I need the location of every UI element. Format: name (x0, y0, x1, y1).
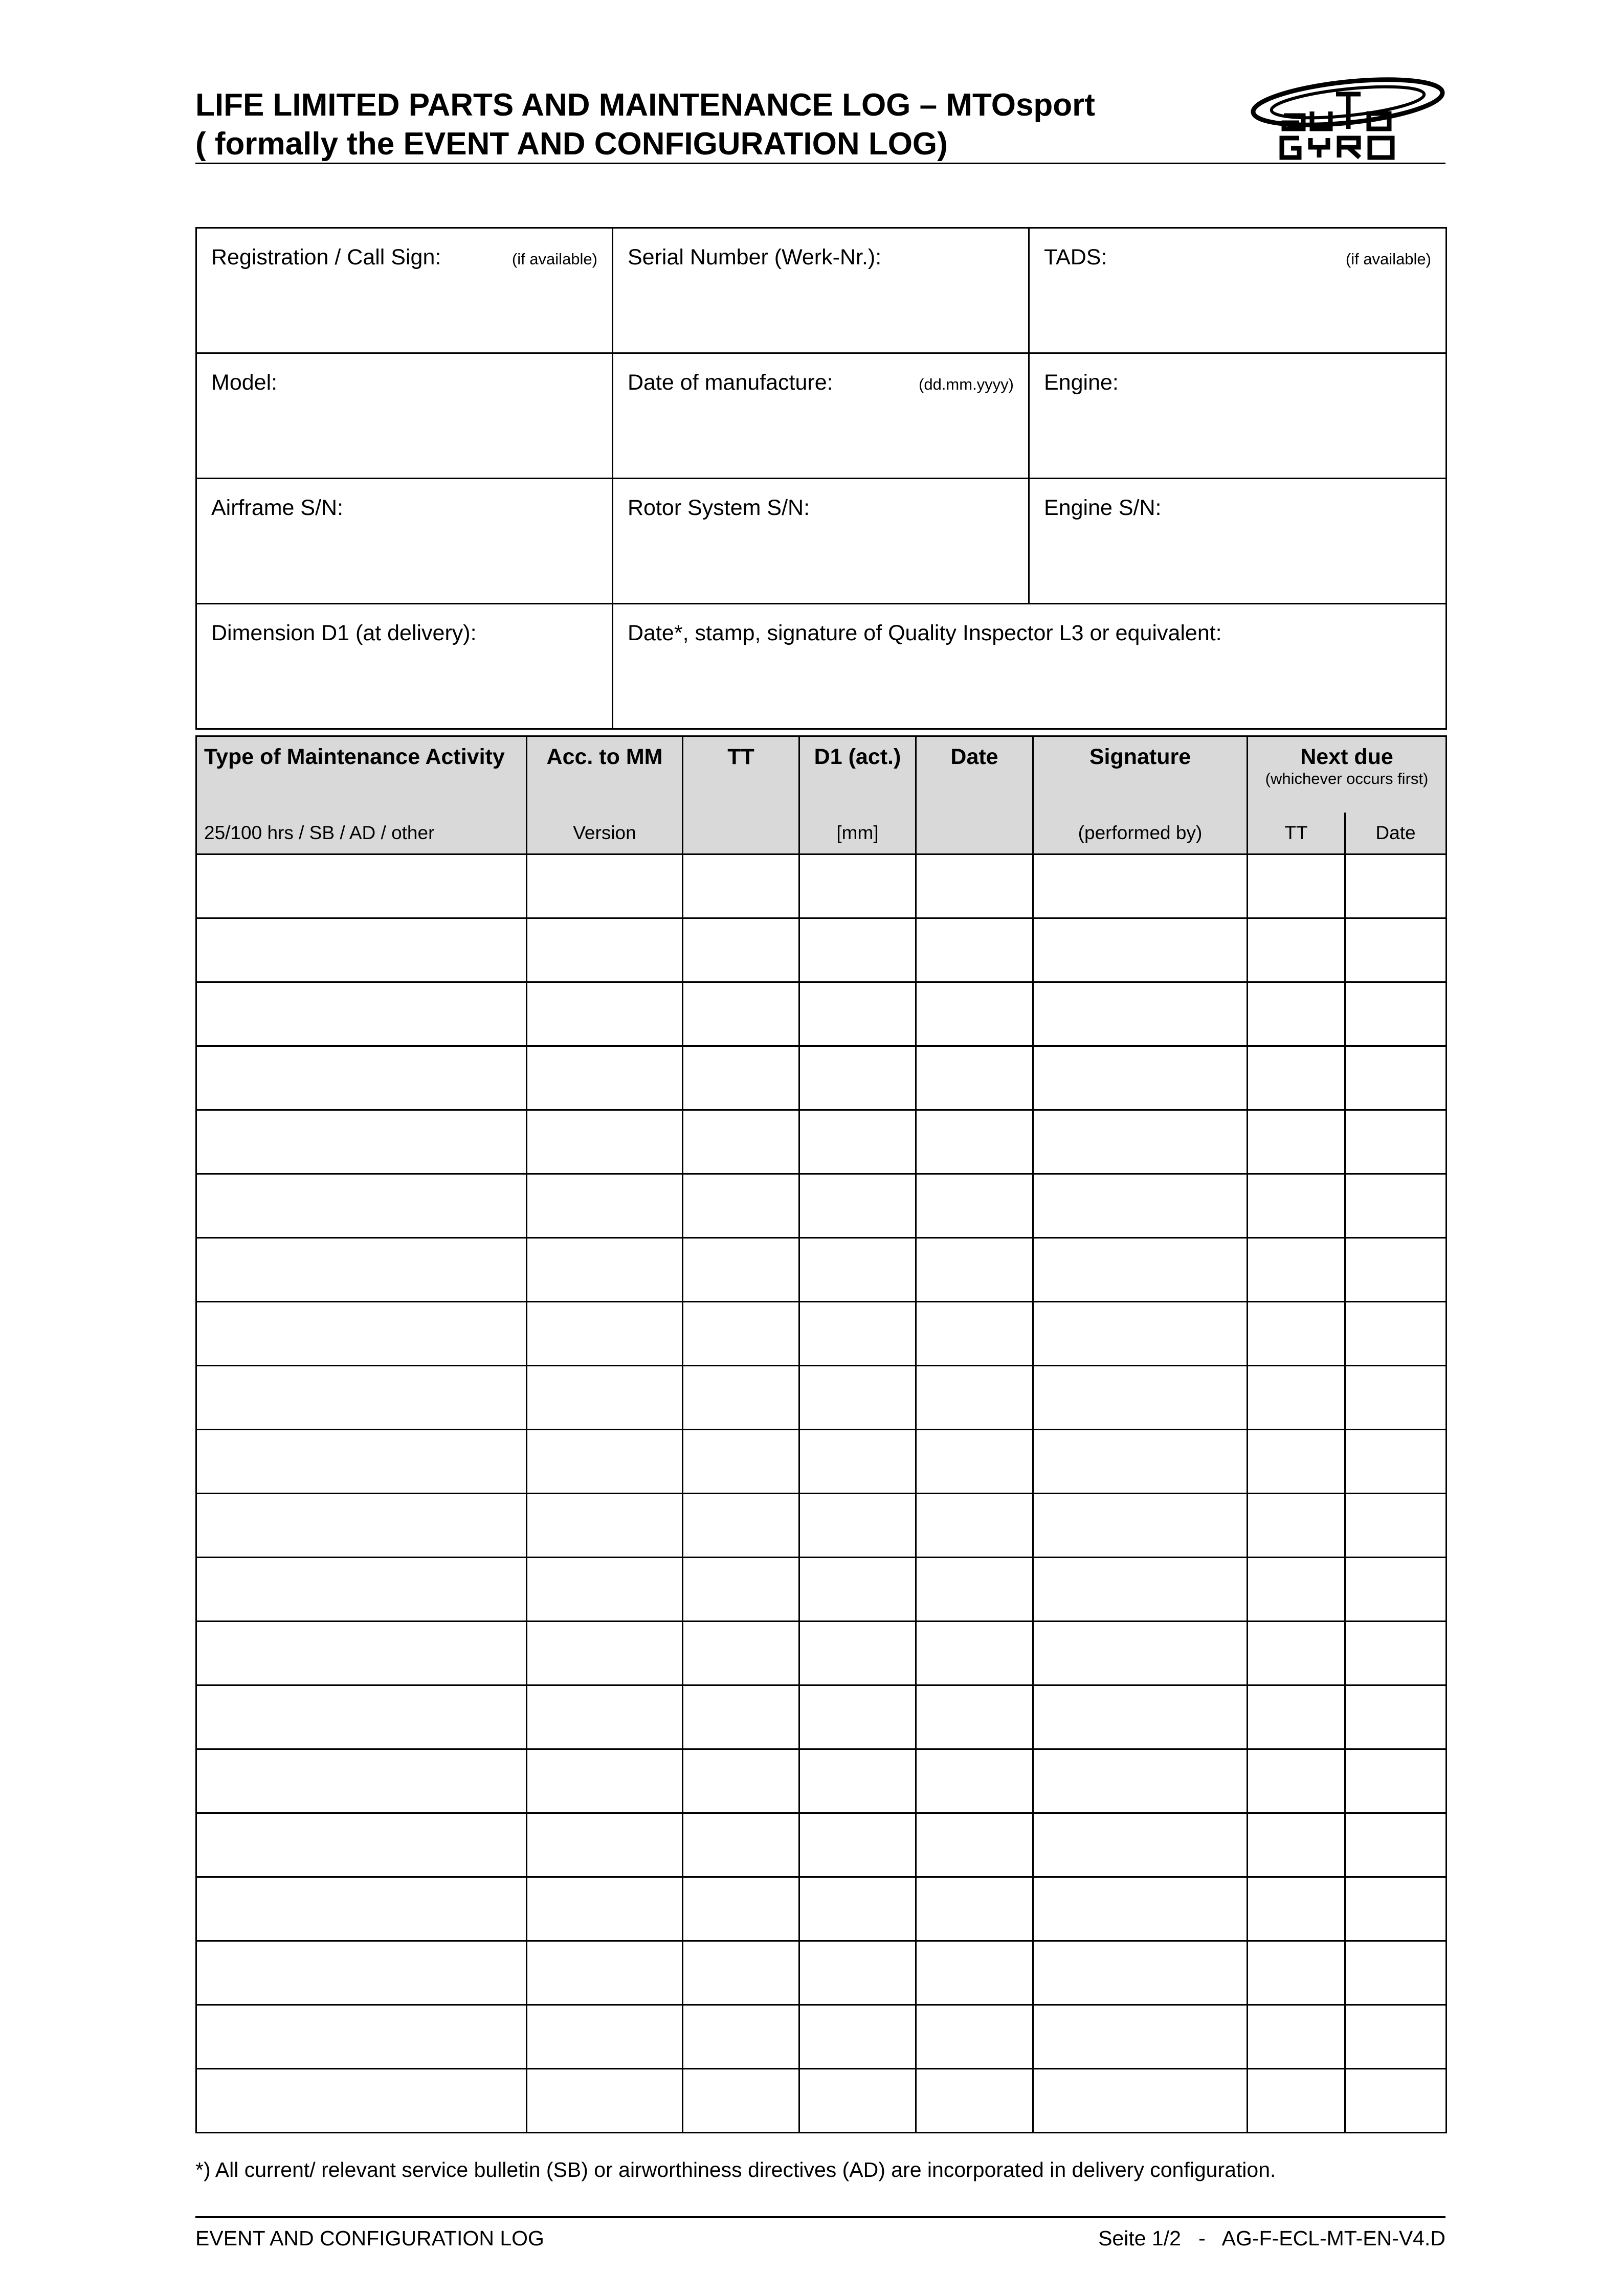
log-cell-next-tt[interactable] (1248, 1046, 1345, 1110)
log-cell-tt[interactable] (683, 1941, 799, 2005)
log-cell-date[interactable] (916, 1749, 1033, 1813)
log-cell-next-date[interactable] (1345, 1238, 1447, 1302)
log-cell-acc-mm[interactable] (527, 1174, 683, 1238)
table-row (196, 1685, 1447, 1749)
log-cell-acc-mm[interactable] (527, 1877, 683, 1941)
maintenance-log-table (195, 735, 1447, 2133)
registration-cell[interactable] (196, 228, 613, 353)
log-cell-d1[interactable] (799, 2005, 916, 2069)
log-cell-activity[interactable] (196, 1238, 527, 1302)
log-cell-date[interactable] (916, 1174, 1033, 1238)
log-cell-tt[interactable] (683, 1558, 799, 1622)
autogyro-logo (1248, 76, 1448, 163)
log-cell-next-tt[interactable] (1248, 1685, 1345, 1749)
log-cell-date[interactable] (916, 2069, 1033, 2133)
log-cell-next-tt[interactable] (1248, 1302, 1345, 1366)
table-row (196, 1558, 1447, 1622)
log-cell-activity[interactable] (196, 2005, 527, 2069)
log-cell-date[interactable] (916, 982, 1033, 1046)
log-cell-signature[interactable] (1033, 1110, 1248, 1174)
log-cell-d1[interactable] (799, 2069, 916, 2133)
log-cell-acc-mm[interactable] (527, 1813, 683, 1877)
manufacture-date-label: Date of manufacture: (628, 370, 833, 395)
log-cell-next-tt[interactable] (1248, 1366, 1345, 1430)
log-cell-d1[interactable] (799, 1494, 916, 1558)
log-cell-next-date[interactable] (1345, 1430, 1447, 1494)
log-cell-activity[interactable] (196, 918, 527, 982)
log-cell-tt[interactable] (683, 1749, 799, 1813)
log-cell-acc-mm[interactable] (527, 1238, 683, 1302)
rotor-system-sn-cell[interactable] (613, 479, 1029, 604)
footer-document-name: EVENT AND CONFIGURATION LOG (195, 2226, 544, 2250)
registration-label: Registration / Call Sign: (211, 245, 441, 269)
table-row (196, 2005, 1447, 2069)
log-cell-activity[interactable] (196, 1366, 527, 1430)
log-cell-next-date[interactable] (1345, 1494, 1447, 1558)
log-cell-signature[interactable] (1033, 1174, 1248, 1238)
log-cell-signature[interactable] (1033, 1302, 1248, 1366)
log-cell-date[interactable] (916, 2005, 1033, 2069)
log-cell-d1[interactable] (799, 1749, 916, 1813)
table-row (196, 1110, 1447, 1174)
log-cell-activity[interactable] (196, 1813, 527, 1877)
col-subheader-next-tt: TT (1248, 813, 1345, 854)
engine-sn-label: Engine S/N: (1044, 496, 1162, 520)
log-cell-next-tt[interactable] (1248, 1877, 1345, 1941)
log-cell-next-date[interactable] (1345, 1685, 1447, 1749)
log-cell-next-tt[interactable] (1248, 2069, 1345, 2133)
col-subheader-activity: 25/100 hrs / SB / AD / other (196, 813, 527, 854)
log-cell-activity[interactable] (196, 1877, 527, 1941)
log-cell-signature[interactable] (1033, 1238, 1248, 1302)
log-cell-tt[interactable] (683, 2069, 799, 2133)
col-subheader-version: Version (527, 813, 683, 854)
log-cell-activity[interactable] (196, 1046, 527, 1110)
log-cell-d1[interactable] (799, 918, 916, 982)
log-cell-tt[interactable] (683, 1685, 799, 1749)
log-cell-next-date[interactable] (1345, 2069, 1447, 2133)
log-cell-activity[interactable] (196, 1174, 527, 1238)
log-cell-next-tt[interactable] (1248, 1494, 1345, 1558)
col-subheader-tt-blank (683, 813, 799, 854)
log-cell-d1[interactable] (799, 1877, 916, 1941)
log-cell-acc-mm[interactable] (527, 1685, 683, 1749)
col-header-tt: TT (683, 736, 799, 813)
title-line-2: ( formally the EVENT AND CONFIGURATION LOG) (195, 126, 948, 162)
log-cell-date[interactable] (916, 1110, 1033, 1174)
log-cell-acc-mm[interactable] (527, 1046, 683, 1110)
log-cell-d1[interactable] (799, 1622, 916, 1685)
log-cell-activity[interactable] (196, 1110, 527, 1174)
footnote: *) All current/ relevant service bulletin (SB) or airworthiness directives (AD) are incorporated in delivery configuration. (195, 2158, 1276, 2181)
log-cell-acc-mm[interactable] (527, 982, 683, 1046)
log-cell-next-date[interactable] (1345, 1813, 1447, 1877)
log-cell-signature[interactable] (1033, 854, 1248, 918)
log-cell-d1[interactable] (799, 1046, 916, 1110)
log-cell-date[interactable] (916, 1622, 1033, 1685)
log-cell-next-tt[interactable] (1248, 854, 1345, 918)
log-cell-tt[interactable] (683, 854, 799, 918)
col-header-acc-mm: Acc. to MM (527, 736, 683, 813)
table-row (196, 1238, 1447, 1302)
registration-note: (if available) (511, 250, 597, 268)
log-cell-next-tt[interactable] (1248, 1430, 1345, 1494)
log-cell-next-date[interactable] (1345, 1046, 1447, 1110)
log-cell-signature[interactable] (1033, 1622, 1248, 1685)
rotor-system-sn-label: Rotor System S/N: (628, 496, 810, 520)
log-cell-next-tt[interactable] (1248, 1941, 1345, 2005)
manufacture-date-note: (dd.mm.yyyy) (919, 375, 1014, 393)
log-cell-d1[interactable] (799, 1941, 916, 2005)
table-row (196, 1366, 1447, 1430)
serial-number-cell[interactable] (613, 228, 1029, 353)
log-cell-tt[interactable] (683, 1430, 799, 1494)
table-row (196, 854, 1447, 918)
log-cell-acc-mm[interactable] (527, 2069, 683, 2133)
log-cell-d1[interactable] (799, 982, 916, 1046)
log-cell-next-date[interactable] (1345, 1749, 1447, 1813)
log-cell-signature[interactable] (1033, 1877, 1248, 1941)
col-header-signature: Signature (1033, 736, 1248, 813)
log-cell-acc-mm[interactable] (527, 854, 683, 918)
log-cell-tt[interactable] (683, 918, 799, 982)
log-cell-next-date[interactable] (1345, 1174, 1447, 1238)
airframe-sn-cell[interactable] (196, 479, 613, 604)
log-cell-next-date[interactable] (1345, 1877, 1447, 1941)
tads-note: (if available) (1345, 250, 1431, 268)
log-cell-next-tt[interactable] (1248, 1174, 1345, 1238)
log-cell-tt[interactable] (683, 982, 799, 1046)
col-subheader-performed-by: (performed by) (1033, 813, 1248, 854)
table-row (196, 2069, 1447, 2133)
log-cell-next-date[interactable] (1345, 1110, 1447, 1174)
log-cell-next-tt[interactable] (1248, 1558, 1345, 1622)
log-cell-acc-mm[interactable] (527, 1110, 683, 1174)
engine-cell[interactable] (1029, 353, 1447, 479)
log-cell-signature[interactable] (1033, 2069, 1248, 2133)
log-cell-signature[interactable] (1033, 1685, 1248, 1749)
log-cell-next-date[interactable] (1345, 2005, 1447, 2069)
log-cell-next-date[interactable] (1345, 1941, 1447, 2005)
log-cell-date[interactable] (916, 1366, 1033, 1430)
log-cell-acc-mm[interactable] (527, 1749, 683, 1813)
log-cell-activity[interactable] (196, 1430, 527, 1494)
log-cell-tt[interactable] (683, 1622, 799, 1685)
log-cell-date[interactable] (916, 854, 1033, 918)
log-cell-next-tt[interactable] (1248, 1238, 1345, 1302)
log-cell-signature[interactable] (1033, 918, 1248, 982)
col-header-date: Date (916, 736, 1033, 813)
log-cell-tt[interactable] (683, 1046, 799, 1110)
table-row (196, 1430, 1447, 1494)
log-cell-acc-mm[interactable] (527, 1430, 683, 1494)
header-divider (195, 163, 1445, 164)
table-row (196, 1941, 1447, 2005)
dimension-d1-label: Dimension D1 (at delivery): (211, 621, 477, 645)
serial-number-label: Serial Number (Werk-Nr.): (628, 245, 882, 269)
log-cell-d1[interactable] (799, 1238, 916, 1302)
inspector-signature-cell[interactable] (613, 604, 1447, 729)
footer-page-text: Seite 1/2 - AG-F-ECL-MT-EN-V4.D (1098, 2226, 1445, 2250)
log-cell-tt[interactable] (683, 1494, 799, 1558)
log-cell-d1[interactable] (799, 1813, 916, 1877)
log-cell-next-tt[interactable] (1248, 982, 1345, 1046)
log-cell-d1[interactable] (799, 854, 916, 918)
aircraft-info-table (195, 227, 1447, 730)
table-row (196, 918, 1447, 982)
log-cell-date[interactable] (916, 1046, 1033, 1110)
log-cell-signature[interactable] (1033, 1749, 1248, 1813)
table-row (196, 1877, 1447, 1941)
log-cell-d1[interactable] (799, 1366, 916, 1430)
table-row (196, 982, 1447, 1046)
log-cell-next-tt[interactable] (1248, 1813, 1345, 1877)
log-cell-activity[interactable] (196, 854, 527, 918)
footer-page-info (1079, 2226, 1445, 2250)
log-cell-activity[interactable] (196, 1749, 527, 1813)
col-subheader-d1-unit: [mm] (799, 813, 916, 854)
log-cell-next-date[interactable] (1345, 1558, 1447, 1622)
log-cell-next-tt[interactable] (1248, 1749, 1345, 1813)
col-subheader-next-date: Date (1345, 813, 1447, 854)
page-title (195, 86, 1095, 164)
log-cell-activity[interactable] (196, 1622, 527, 1685)
log-cell-date[interactable] (916, 1494, 1033, 1558)
log-cell-tt[interactable] (683, 1174, 799, 1238)
tads-cell[interactable] (1029, 228, 1447, 353)
col-header-d1: D1 (act.) (799, 736, 916, 813)
table-row (196, 1494, 1447, 1558)
airframe-sn-label: Airframe S/N: (211, 496, 344, 520)
table-row (196, 1174, 1447, 1238)
col-header-next-due (1248, 736, 1447, 813)
log-cell-activity[interactable] (196, 1558, 527, 1622)
log-cell-activity[interactable] (196, 982, 527, 1046)
log-cell-signature[interactable] (1033, 982, 1248, 1046)
model-cell[interactable] (196, 353, 613, 479)
log-cell-d1[interactable] (799, 1430, 916, 1494)
log-cell-d1[interactable] (799, 1558, 916, 1622)
log-cell-date[interactable] (916, 1685, 1033, 1749)
log-cell-acc-mm[interactable] (527, 1622, 683, 1685)
log-cell-signature[interactable] (1033, 1941, 1248, 2005)
log-cell-activity[interactable] (196, 1685, 527, 1749)
log-cell-date[interactable] (916, 1558, 1033, 1622)
log-body (196, 854, 1447, 2133)
log-cell-acc-mm[interactable] (527, 918, 683, 982)
footer-divider (195, 2216, 1445, 2218)
log-cell-signature[interactable] (1033, 1366, 1248, 1430)
col-header-activity: Type of Maintenance Activity (196, 736, 527, 813)
log-cell-next-tt[interactable] (1248, 918, 1345, 982)
log-cell-next-date[interactable] (1345, 1622, 1447, 1685)
log-cell-acc-mm[interactable] (527, 1366, 683, 1430)
log-cell-date[interactable] (916, 1302, 1033, 1366)
log-cell-date[interactable] (916, 918, 1033, 982)
table-row (196, 1749, 1447, 1813)
log-cell-next-date[interactable] (1345, 982, 1447, 1046)
log-cell-acc-mm[interactable] (527, 1941, 683, 2005)
log-cell-signature[interactable] (1033, 1558, 1248, 1622)
tads-label: TADS: (1044, 245, 1107, 269)
log-cell-next-date[interactable] (1345, 918, 1447, 982)
log-cell-tt[interactable] (683, 1366, 799, 1430)
inspector-signature-label: Date*, stamp, signature of Quality Inspector L3 or equivalent: (628, 621, 1222, 645)
log-cell-signature[interactable] (1033, 1046, 1248, 1110)
log-cell-tt[interactable] (683, 1813, 799, 1877)
title-line-1: LIFE LIMITED PARTS AND MAINTENANCE LOG – MTOsport (195, 87, 1095, 123)
log-cell-activity[interactable] (196, 1941, 527, 2005)
log-cell-activity[interactable] (196, 1494, 527, 1558)
log-cell-signature[interactable] (1033, 1494, 1248, 1558)
log-cell-tt[interactable] (683, 2005, 799, 2069)
log-cell-date[interactable] (916, 1941, 1033, 2005)
log-cell-date[interactable] (916, 1430, 1033, 1494)
log-cell-tt[interactable] (683, 1238, 799, 1302)
log-cell-date[interactable] (916, 1813, 1033, 1877)
log-cell-tt[interactable] (683, 1302, 799, 1366)
log-cell-date[interactable] (916, 1238, 1033, 1302)
log-cell-d1[interactable] (799, 1110, 916, 1174)
log-cell-tt[interactable] (683, 1877, 799, 1941)
col-subheader-date-blank (916, 813, 1033, 854)
table-row (196, 1813, 1447, 1877)
table-row (196, 1302, 1447, 1366)
table-row (196, 1046, 1447, 1110)
model-label: Model: (211, 370, 278, 395)
log-cell-date[interactable] (916, 1877, 1033, 1941)
engine-label: Engine: (1044, 370, 1119, 395)
log-cell-next-tt[interactable] (1248, 1622, 1345, 1685)
log-cell-d1[interactable] (799, 1174, 916, 1238)
log-cell-next-date[interactable] (1345, 1302, 1447, 1366)
log-cell-activity[interactable] (196, 2069, 527, 2133)
log-cell-next-tt[interactable] (1248, 1110, 1345, 1174)
next-due-note: (whichever occurs first) (1265, 770, 1429, 787)
engine-sn-cell[interactable] (1029, 479, 1447, 604)
log-cell-d1[interactable] (799, 1685, 916, 1749)
manufacture-date-cell[interactable] (613, 353, 1029, 479)
log-cell-d1[interactable] (799, 1302, 916, 1366)
next-due-title: Next due (1300, 745, 1393, 769)
log-cell-acc-mm[interactable] (527, 2005, 683, 2069)
log-cell-acc-mm[interactable] (527, 1558, 683, 1622)
log-cell-tt[interactable] (683, 1110, 799, 1174)
log-cell-activity[interactable] (196, 1302, 527, 1366)
log-cell-next-date[interactable] (1345, 854, 1447, 918)
table-row (196, 1622, 1447, 1685)
log-cell-next-date[interactable] (1345, 1366, 1447, 1430)
log-cell-next-tt[interactable] (1248, 2005, 1345, 2069)
dimension-d1-cell[interactable] (196, 604, 613, 729)
log-cell-signature[interactable] (1033, 2005, 1248, 2069)
log-cell-acc-mm[interactable] (527, 1302, 683, 1366)
log-cell-acc-mm[interactable] (527, 1494, 683, 1558)
log-cell-signature[interactable] (1033, 1813, 1248, 1877)
log-cell-signature[interactable] (1033, 1430, 1248, 1494)
